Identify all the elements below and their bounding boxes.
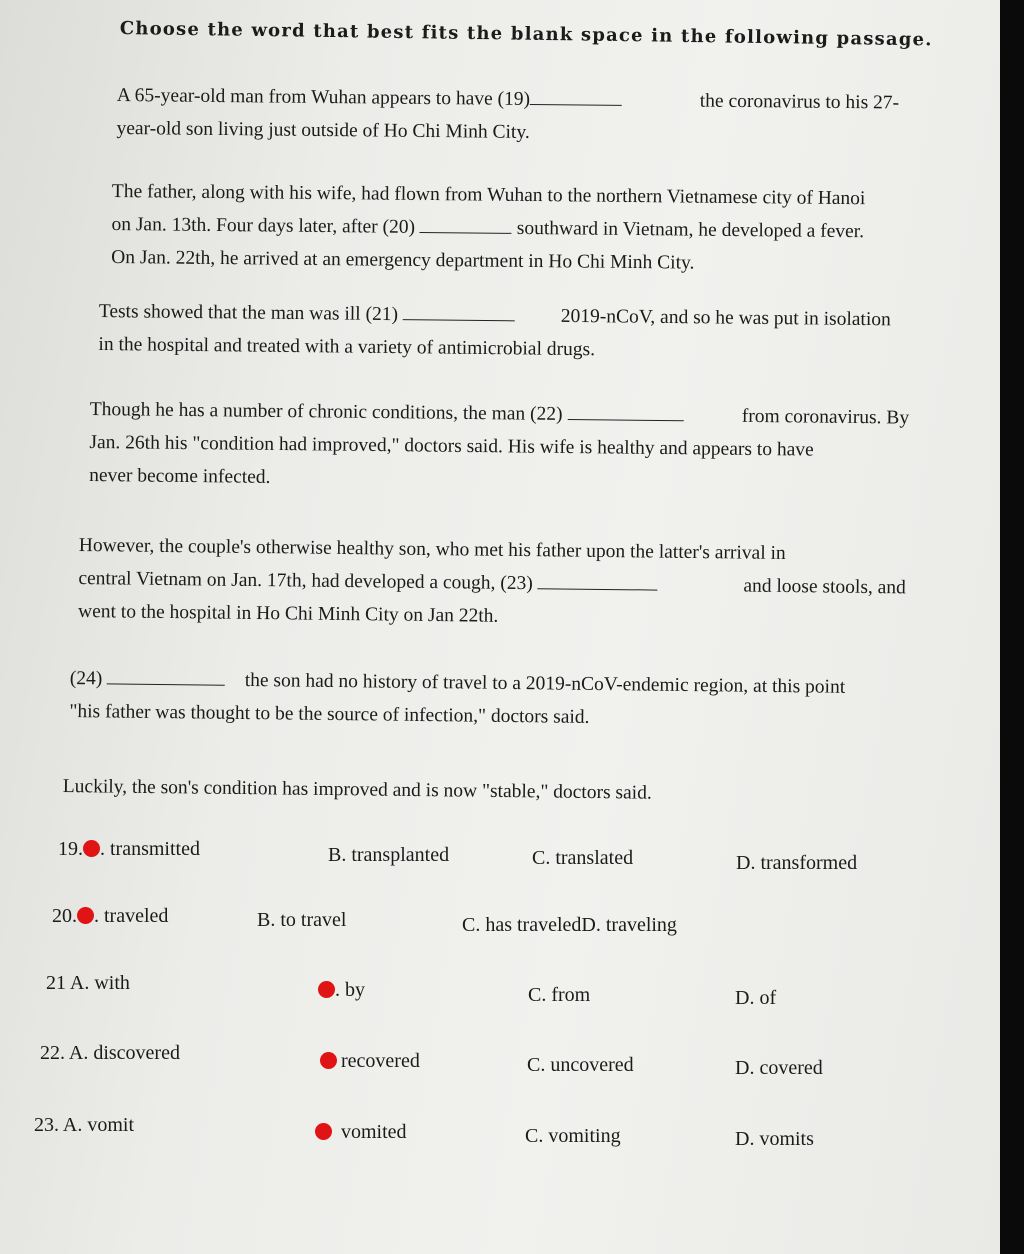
question-22-option-a: 22. A. discovered: [40, 1042, 180, 1064]
passage-paragraph-2: [111, 175, 932, 282]
question-21-option-c: C. from: [528, 984, 591, 1006]
passage-text: central Vietnam on Jan. 17th, had developed a cough, (23): [78, 567, 533, 595]
question-22-option-d: D. covered: [735, 1057, 823, 1079]
option-text: vomited: [341, 1121, 407, 1143]
question-20-option-c: C. has traveledD. traveling: [462, 914, 677, 936]
passage-text: southward in Vietnam, he developed a fever.: [516, 217, 865, 243]
option-text: . transmitted: [100, 838, 200, 860]
answer-mark-dot: [315, 1123, 332, 1140]
question-23-option-b: [315, 1121, 407, 1144]
passage-text: Though he has a number of chronic conditions, the man (22): [89, 398, 563, 425]
question-21-option-d: D. of: [735, 987, 777, 1009]
passage-text: went to the hospital in Ho Chi Minh City on Jan 22th.: [77, 600, 499, 627]
passage-text: Jan. 26th his "condition had improved," doctors said. His wife is healthy and appears to have: [89, 431, 814, 461]
photo-dark-edge: [1000, 0, 1024, 1254]
passage-text: On Jan. 22th, he arrived at an emergency department in Ho Chi Minh City.: [111, 246, 695, 274]
blank-24: [107, 665, 225, 685]
option-text: recovered: [341, 1050, 420, 1072]
passage-text: (24): [69, 667, 103, 690]
answer-mark-dot: [318, 981, 335, 998]
question-number: 20.: [52, 905, 77, 927]
question-21-option-b: [318, 979, 365, 1002]
passage-text: the son had no history of travel to a 2019-nCoV-endemic region, at this point: [244, 669, 846, 698]
question-number: 19.: [58, 838, 83, 860]
question-19-option-a: [58, 838, 200, 861]
passage-paragraph-7: [63, 770, 883, 812]
passage-text: never become infected.: [89, 464, 271, 488]
passage-paragraph-3: [98, 295, 919, 370]
passage-text: the coronavirus to his 27-: [699, 90, 900, 114]
question-23-option-c: C. vomiting: [525, 1125, 621, 1147]
blank-19: [530, 86, 622, 106]
question-19-option-b: B. transplanted: [328, 844, 450, 866]
question-19-option-c: C. translated: [532, 847, 634, 869]
answer-mark-dot: [83, 840, 100, 857]
question-23-option-d: D. vomits: [735, 1128, 814, 1150]
passage-text: However, the couple's otherwise healthy son, who met his father upon the latter's arrival in: [78, 534, 786, 565]
instruction-heading: Choose the word that best fits the blank space in the following passage.: [119, 18, 933, 51]
answer-mark-dot: [320, 1052, 337, 1069]
option-text: . traveled: [94, 905, 169, 927]
passage-text: Luckily, the son's condition has improved and is now "stable," doctors said.: [62, 775, 652, 804]
blank-22: [567, 401, 683, 421]
passage-text: from coronavirus. By: [741, 405, 910, 429]
answer-mark-dot: [77, 907, 94, 924]
question-19-option-d: D. transformed: [736, 852, 858, 874]
passage-text: in the hospital and treated with a variety of antimicrobial drugs.: [98, 333, 596, 361]
passage-text: A 65-year-old man from Wuhan appears to have (19): [116, 84, 531, 110]
passage-text: year-old son living just outside of Ho Chi Minh City.: [116, 117, 530, 143]
question-22-option-b: [320, 1050, 420, 1073]
blank-23: [538, 570, 658, 590]
passage-text: "his father was thought to be the source of infection," doctors said.: [69, 700, 590, 728]
question-20-option-a: [52, 905, 168, 928]
question-20-option-b: B. to travel: [257, 909, 347, 931]
passage-text: and loose stools, and: [743, 575, 906, 599]
passage-paragraph-4: [89, 393, 910, 501]
question-23-option-a: 23. A. vomit: [34, 1114, 135, 1136]
passage-text: The father, along with his wife, had flown from Wuhan to the northern Vietnamese city of Hanoi: [111, 180, 866, 210]
passage-text: 2019-nCoV, and so he was put in isolation: [560, 305, 891, 331]
option-text: . by: [335, 979, 365, 1001]
passage-paragraph-5: [77, 529, 906, 637]
passage-text: on Jan. 13th. Four days later, after (20): [111, 213, 416, 238]
question-22-option-c: C. uncovered: [527, 1054, 634, 1076]
passage-text: Tests showed that the man was ill (21): [98, 300, 399, 326]
question-21-option-a: 21 A. with: [46, 972, 130, 994]
passage-paragraph-6: [69, 662, 890, 737]
passage-paragraph-1: [116, 79, 937, 153]
blank-21: [403, 301, 515, 321]
blank-20: [420, 214, 512, 234]
